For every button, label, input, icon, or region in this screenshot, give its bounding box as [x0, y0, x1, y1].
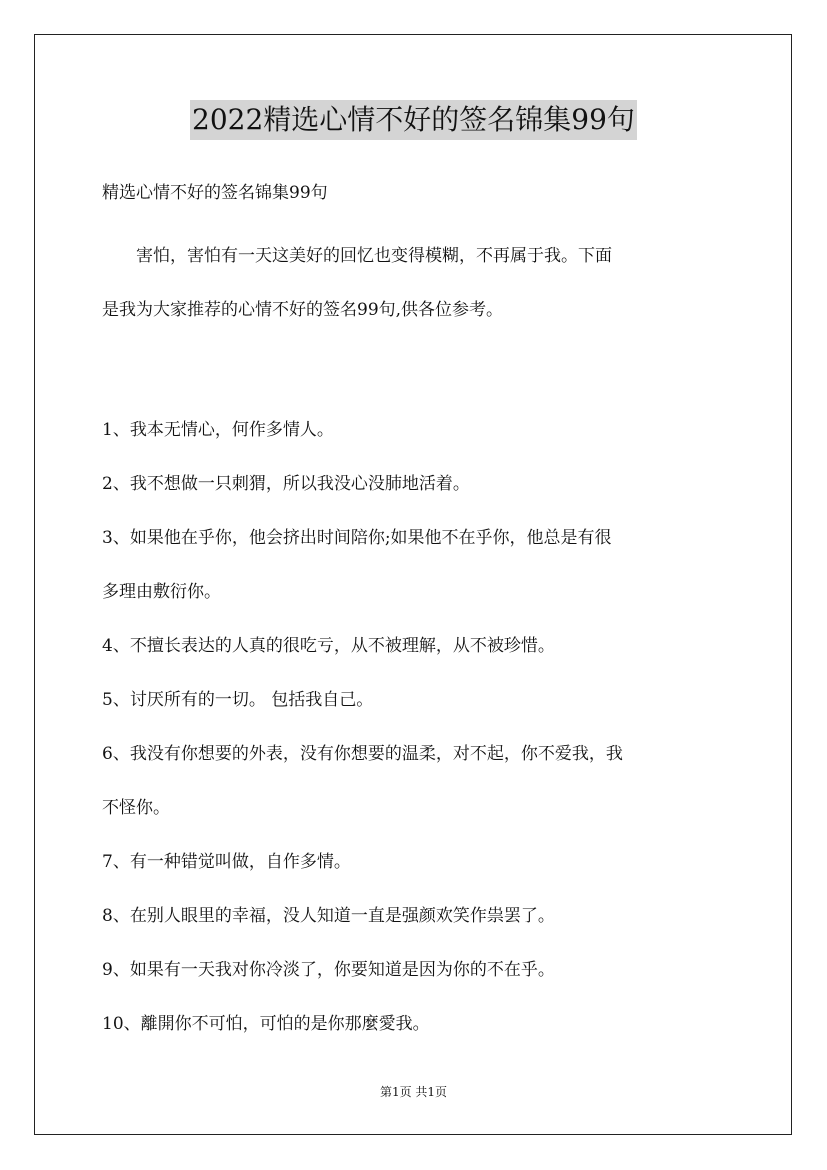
list-item: 9、如果有一天我对你冷淡了，你要知道是因为你的不在乎。 [102, 960, 555, 980]
list-item: 5、讨厌所有的一切。 包括我自己。 [102, 690, 374, 710]
list-item: 2、我不想做一只刺猬，所以我没心没肺地活着。 [102, 474, 470, 494]
intro-line: 是我为大家推荐的心情不好的签名99句,供各位参考。 [102, 300, 504, 320]
list-item: 6、我没有你想要的外表，没有你想要的温柔，对不起，你不爱我，我 [102, 744, 623, 764]
list-item: 3、如果他在乎你，他会挤出时间陪你;如果他不在乎你，他总是有很 [102, 528, 612, 548]
document-title: 2022精选心情不好的签名锦集99句 [190, 100, 637, 140]
section-spacer [102, 337, 742, 403]
intro-line: 害怕，害怕有一天这美好的回忆也变得模糊，不再属于我。下面 [136, 246, 612, 266]
list-item: 4、不擅长表达的人真的很吃亏，从不被理解，从不被珍惜。 [102, 636, 555, 656]
list-item: 8、在别人眼里的幸福，没人知道一直是强颜欢笑作祟罢了。 [102, 906, 555, 926]
list-item: 7、有一种错觉叫做，自作多情。 [102, 852, 351, 872]
list-item: 1、我本无情心，何作多情人。 [102, 420, 334, 440]
document-subtitle: 精选心情不好的签名锦集99句 [102, 183, 328, 203]
list-item: 不怪你。 [102, 798, 170, 818]
document-body [102, 175, 742, 1051]
list-item: 10、離開你不可怕，可怕的是你那麼愛我。 [102, 1014, 430, 1034]
title-wrap [0, 100, 827, 140]
page-number-footer: 第1页 共1页 [379, 1085, 448, 1099]
list-item: 多理由敷衍你。 [102, 582, 221, 602]
